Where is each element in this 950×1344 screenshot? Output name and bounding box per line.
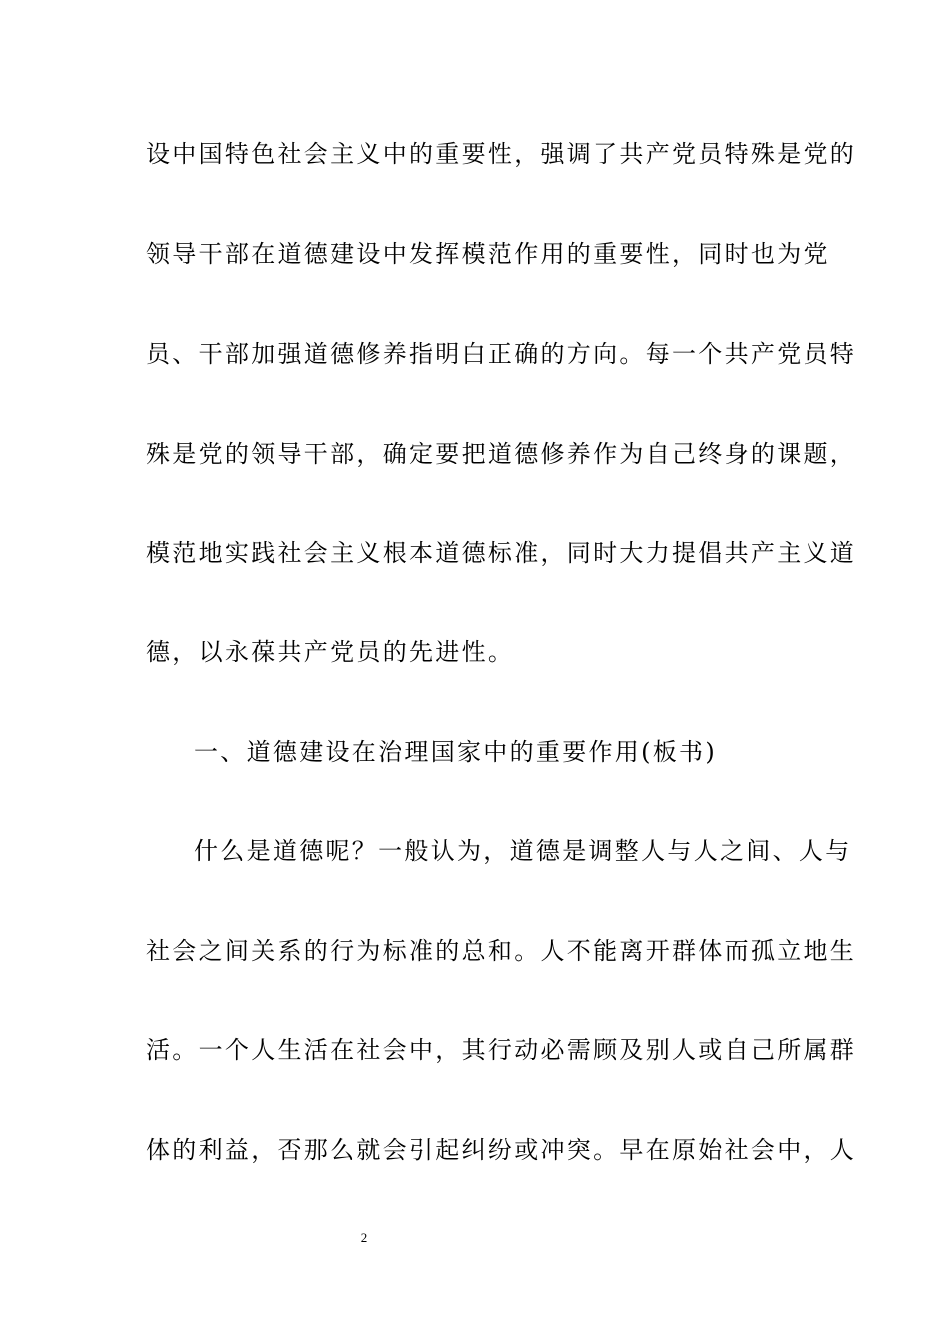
paragraph-line: 殊是党的领导干部，确定要把道德修养作为自己终身的课题， bbox=[146, 440, 857, 468]
paragraph-line: 德，以永葆共产党员的先进性。 bbox=[146, 638, 515, 666]
paragraph-line: 模范地实践社会主义根本道德标准，同时大力提倡共产主义道 bbox=[146, 539, 857, 567]
paragraph-line: 体的利益，否那么就会引起纠纷或冲突。早在原始社会中，人 bbox=[146, 1136, 857, 1164]
paragraph-line: 社会之间关系的行为标准的总和。人不能离开群体而孤立地生 bbox=[146, 937, 857, 965]
paragraph-line: 领导干部在道德建设中发挥模范作用的重要性，同时也为党 bbox=[146, 240, 830, 268]
paragraph-line: 什么是道德呢？一般认为，道德是调整人与人之间、人与 bbox=[194, 837, 852, 865]
section-heading: 一、道德建设在治理国家中的重要作用(板书) bbox=[194, 738, 718, 766]
paragraph-line: 活。一个人生活在社会中，其行动必需顾及别人或自己所属群 bbox=[146, 1036, 857, 1064]
page-number: 2 bbox=[360, 1230, 368, 1245]
paragraph-line: 设中国特色社会主义中的重要性，强调了共产党员特殊是党的 bbox=[146, 140, 857, 168]
paragraph-line: 员、干部加强道德修养指明白正确的方向。每一个共产党员特 bbox=[146, 340, 857, 368]
